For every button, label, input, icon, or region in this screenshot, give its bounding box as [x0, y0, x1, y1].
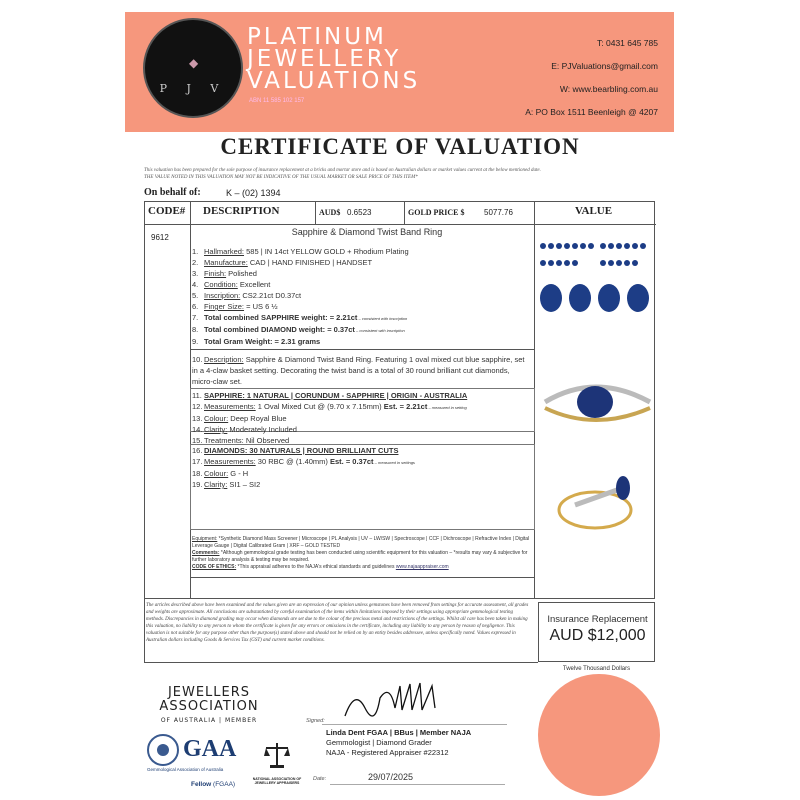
disclaimer-line-1: This valuation has been prepared for the sole purpose of insurance replacement at a bricks and mortar store and is based on Australian dollars or market values current at the below mentioned date.	[144, 168, 541, 173]
header-banner	[125, 12, 674, 132]
signer-name: Linda Dent FGAA | BBus | Member NAJA	[326, 728, 472, 737]
signer-details	[326, 728, 471, 758]
list-item: 7. Total combined SAPPHIRE weight: = 2.21ct – consistent with inscription	[192, 313, 408, 322]
item-details	[192, 246, 532, 347]
signer-role: Gemmologist | Diamond Grader	[326, 738, 432, 747]
aud-header: AUD$	[319, 208, 341, 217]
brand-line-3: VALUATIONS	[247, 68, 421, 94]
logo-text: P J V	[159, 82, 227, 95]
najaa-logo: NATIONAL ASSOCIATION OF JEWELLERY APPRAISERS	[252, 740, 302, 785]
valuation-table	[144, 201, 655, 599]
signature-line	[322, 724, 507, 725]
value-header: VALUE	[575, 205, 613, 217]
list-item: 14. Clarity: Moderately Included	[192, 425, 297, 434]
email: E: PJValuations@gmail.com	[551, 61, 658, 71]
list-item: 1. Hallmarked: 585 | IN 14ct YELLOW GOLD + Rhodium Plating	[192, 247, 409, 256]
najaa-link[interactable]: www.najaappraiser.com	[395, 564, 449, 570]
list-item: 11. SAPPHIRE: 1 NATURAL | CORUNDUM - SAPPHIRE | ORIGIN - AUSTRALIA	[192, 391, 468, 400]
col-divider	[315, 202, 316, 224]
list-item: 16. DIAMONDS: 30 NATURALS | ROUND BRILLIANT CUTS	[192, 446, 399, 455]
list-item: 5. Inscription: CS2.21ct D0.37ct	[192, 291, 302, 300]
equipment-section	[192, 536, 537, 571]
item-title: Sapphire & Diamond Twist Band Ring	[291, 227, 443, 237]
signature	[340, 678, 450, 723]
abn-number: ABN 11 585 102 157	[249, 98, 305, 104]
signed-label: Signed:	[306, 718, 325, 724]
list-item: 13. Colour: Deep Royal Blue	[192, 414, 287, 423]
list-item: 17. Measurements: 30 RBC @ (1.40mm) Est. = 0.37ct – measured in settings	[192, 457, 415, 466]
brand-line-2: JEWELLERY	[247, 46, 402, 72]
header-divider	[145, 224, 656, 225]
list-item: 3. Finish: Polished	[192, 269, 257, 278]
on-behalf-label: On behalf of:	[144, 187, 201, 198]
ring-side-photo	[535, 460, 656, 560]
gold-price-header: GOLD PRICE $	[408, 208, 465, 217]
pjv-logo	[143, 18, 243, 118]
jaa-logo: JEWELLERS ASSOCIATION OF AUSTRALIA | MEMBER	[159, 685, 259, 724]
insurance-label: Insurance Replacement	[547, 614, 648, 625]
on-behalf-value: K – (02) 1394	[226, 188, 281, 198]
brand-name	[247, 26, 420, 92]
row-divider	[190, 577, 534, 578]
ring-top-photo	[535, 362, 656, 442]
list-item: 12. Measurements: 1 Oval Mixed Cut @ (9.70 x 7.15mm) Est. = 2.21ct – measured in setting	[192, 402, 467, 411]
list-item: 15. Treatments: Nil Observed	[192, 436, 290, 445]
aud-value: 0.6523	[347, 208, 372, 217]
address: A: PO Box 1511 Beenleigh @ 4207	[525, 107, 658, 117]
date-line	[330, 784, 505, 785]
list-item: 6. Finger Size: = US 6 ½	[192, 302, 278, 311]
ethics-text: CODE OF ETHICS: *This appraisal adheres to the NAJA's ethical standards and guidelines www.najaappraiser.com	[192, 564, 449, 570]
disclaimer-line-2: THE VALUE NOTED IN THIS VALUATION MAY NOT BE INDICATIVE OF THE USUAL MARKET OR SALE PRICE OF THIS ITEM*	[144, 175, 418, 180]
date-label: Date:	[313, 776, 327, 782]
list-item: 2. Manufacture: CAD | HAND FINISHED | HANDSET	[192, 258, 373, 267]
signer-registration: NAJA - Registered Appraiser #22312	[326, 748, 449, 757]
sapphire-grading-photo	[535, 238, 656, 338]
diamond-icon: ◆	[189, 56, 199, 70]
code-header: CODE#	[148, 205, 186, 217]
contact-details	[525, 32, 658, 124]
date-value: 29/07/2025	[368, 772, 414, 782]
website: W: www.bearbling.com.au	[559, 84, 658, 94]
list-item: 4. Condition: Excellent	[192, 280, 271, 289]
insurance-amount-words: Twelve Thousand Dollars	[562, 666, 631, 672]
sapphire-details	[192, 390, 532, 446]
list-item: 10. Description: Sapphire & Diamond Twist Band Ring. Featuring 1 oval mixed cut blue sapphire, set in a 4-claw basket setting. Decorating the twist band is a total of 30 round brilliant cut diamonds, micro-claw set.	[192, 355, 525, 386]
list-item: 18. Colour: G - H	[192, 469, 249, 478]
insurance-amount: AUD $12,000	[549, 627, 646, 644]
scales-icon	[262, 740, 292, 770]
diamond-details	[192, 445, 532, 490]
col-divider	[404, 202, 405, 224]
item-description	[192, 354, 532, 387]
phone: T: 0431 645 785	[597, 38, 658, 48]
terms-text: The articles described above have been examined and the values given are an expression of our opinion unless gemstones have been removed from settings for accurate assessment, all grades and weights are approximate. All conclusions are substantiated by careful examination of the items within limitations imposed by their settings using appropriate gemmological testing methods. Discrepancies in diamond grading may occur when diamonds are set due to the colour of the precious metal and restrictions of the settings. Whilst all care has been taken in making this valuation, no liability to any person to whom the certificate is given for any errors or omissions in the certificate, including any liability to any person by reason of negligence. This valuation is not suitable for any purpose other than the purpose(s) stated above and should not be relied on by an entity besides addressee, unless specifically noted. Values expressed in Australian dollars including Goods & Services Tax (GST) and current market conditions.	[146, 603, 529, 643]
document-title: CERTIFICATE OF VALUATION	[220, 134, 580, 159]
table-border	[144, 599, 145, 662]
comments-text: Comments: *Although gemmological grade testing has been conducted using scientific equipment for this valuation – *results may vary & subjective for further laboratory analysis & testing may be required.	[192, 550, 528, 563]
item-code: 9612	[151, 233, 169, 242]
description-header: DESCRIPTION	[203, 205, 280, 217]
gold-price-value: 5077.76	[484, 208, 513, 217]
brand-line-1: PLATINUM	[247, 24, 387, 50]
row-divider	[190, 349, 534, 350]
list-item: 8. Total combined DIAMOND weight: = 0.37ct – consistent with inscription	[192, 325, 405, 334]
disclaimer	[144, 167, 664, 181]
equipment-text: Equipment: *Synthetic Diamond Mass Screener | Microscope | PL Analysis | UV – LW/SW | Spectroscope | CCF | Dichroscope | Refractive Index | Digital Leverage Gauge | Digital Calibrated Gram | XRF – GOLD TESTED	[192, 536, 530, 549]
table-border	[144, 662, 538, 663]
seal-stamp	[538, 674, 660, 796]
insurance-box	[538, 602, 655, 662]
list-item: 19. Clarity: SI1 – SI2	[192, 480, 261, 489]
list-item: 9. Total Gram Weight: = 2.31 grams	[192, 337, 321, 346]
certificate-page: ◆ P J V PLATINUM JEWELLERY VALUATIONS ABN 11 585 102 157 T: 0431 645 785 E: PJValuations@gmail.com W: www.bearbling.com.au A: PO Box 1511 Beenleigh @ 4207 CERTIFICATE OF VALUATION This valuation has been prepared for the sole purpose of insurance replacement at a bricks and mortar store and is based on Australian dollars or market values current at the below mentioned date. THE VALUE NOTED IN THIS VALUATION MAY NOT BE INDICATIVE OF THE USUAL MARKET OR SALE PRICE OF THIS ITEM* On behalf of: K – (02) 1394 CODE# DESCRIPTION AUD$ 0.6523 GOLD PRICE $ 5077.76 VALUE 9612 Sapphire & Diamond Twist Band Ring 1. Hallmarked: 585 | IN 14ct YELLOW GOLD + Rhodium Plating 2. Manufacture: CAD | HAND FINISHED | HANDSET 3. Finish: Polished 4. Condition: Excellent 5. Inscription: CS2.21ct D0.37ct 6. Finger Size: = US 6 ½ 7. Total combined SAPPHIRE weight: = 2.21ct – consistent with inscription 8. Total combined DIAMOND weight: = 0.37ct – consistent with inscription 9. Total Gram Weight: = 2.31 grams 10. Description: Sapphire & Diamond Twist Band Ring. Featuring 1 oval mixed cut blue sapphire, set in a 4-claw basket setting. Decorating the twist band is a total of 30 round brilliant cut diamonds, micro-claw set. 11. SAPPHIRE: 1 NATURAL | CORUNDUM - SAPPHIRE | ORIGIN - AUSTRALIA 12. Measurements: 1 Oval Mixed Cut @ (9.70 x 7.15mm) Est. = 2.21ct – measured in setting 13. Colour: Deep Royal Blue 14. Clarity: Moderately Included 15. Treatments: Nil Observed 16. DIAMONDS: 30 NATURALS | ROUND BRILLIANT CUTS 17. Measurements: 30 RBC @ (1.40mm) Est. = 0.37ct – measured in settings 18. Colour: G - H 19. Clarity: SI1 – SI2 Equipment: *Synthetic Diamond Mass Screener | Microscope | PL Analysis | UV – LW/SW | Spectroscope | CCF | Dichroscope | Refractive Index | Digital Leverage Gauge | Digital Calibrated Gram | XRF – GOLD TESTED Comments: *Although gemmological grade testing has been conducted using scientific equipment for this valuation – *results may vary & subjective for further laboratory analysis & testing may be required. CODE OF ETHICS: *This appraisal adheres to the NAJA's ethical standards and guidelines www.najaappraiser.com The articles described above have been examined and the values given are an expression of our opinion unless gemstones have been removed from settings for accurate assessment, all grades and weights are approximate. All conclusions are substantiated by careful examination of the items within limitations imposed by their settings using appropriate gemmological testing methods. Discrepancies in diamond grading may occur when diamonds are set due to the colour of the precious metal and restrictions of the settings. Whilst all care has been taken in making this valuation, no liability to any person to whom the certificate is given for any errors or omissions in the certificate, including any liability to any person by reason of negligence. This valuation is not suitable for any purpose other than the purpose(s) stated above and should not be relied on by an entity besides addressee, unless specifically noted. Values expressed in Australian dollars including Goods & Services Tax (GST) and current market conditions. Insurance Replacement AUD $12,000 Twelve Thousand Dollars JEWELLERS ASSOCIATION OF AUSTRALIA | MEMBER GAA Gemmological Association of Australia Fellow (FGAA) NATIONAL ASSOCIATION OF JEWELLERY APPRAISERS Signed: Linda Dent FGAA | BBus | Member NAJA Gemmologist | Diamond Grader NAJA - Registered Appraiser #22312 Date: 29/07/2025	[120, 10, 680, 790]
gaa-emblem-icon	[147, 734, 179, 766]
